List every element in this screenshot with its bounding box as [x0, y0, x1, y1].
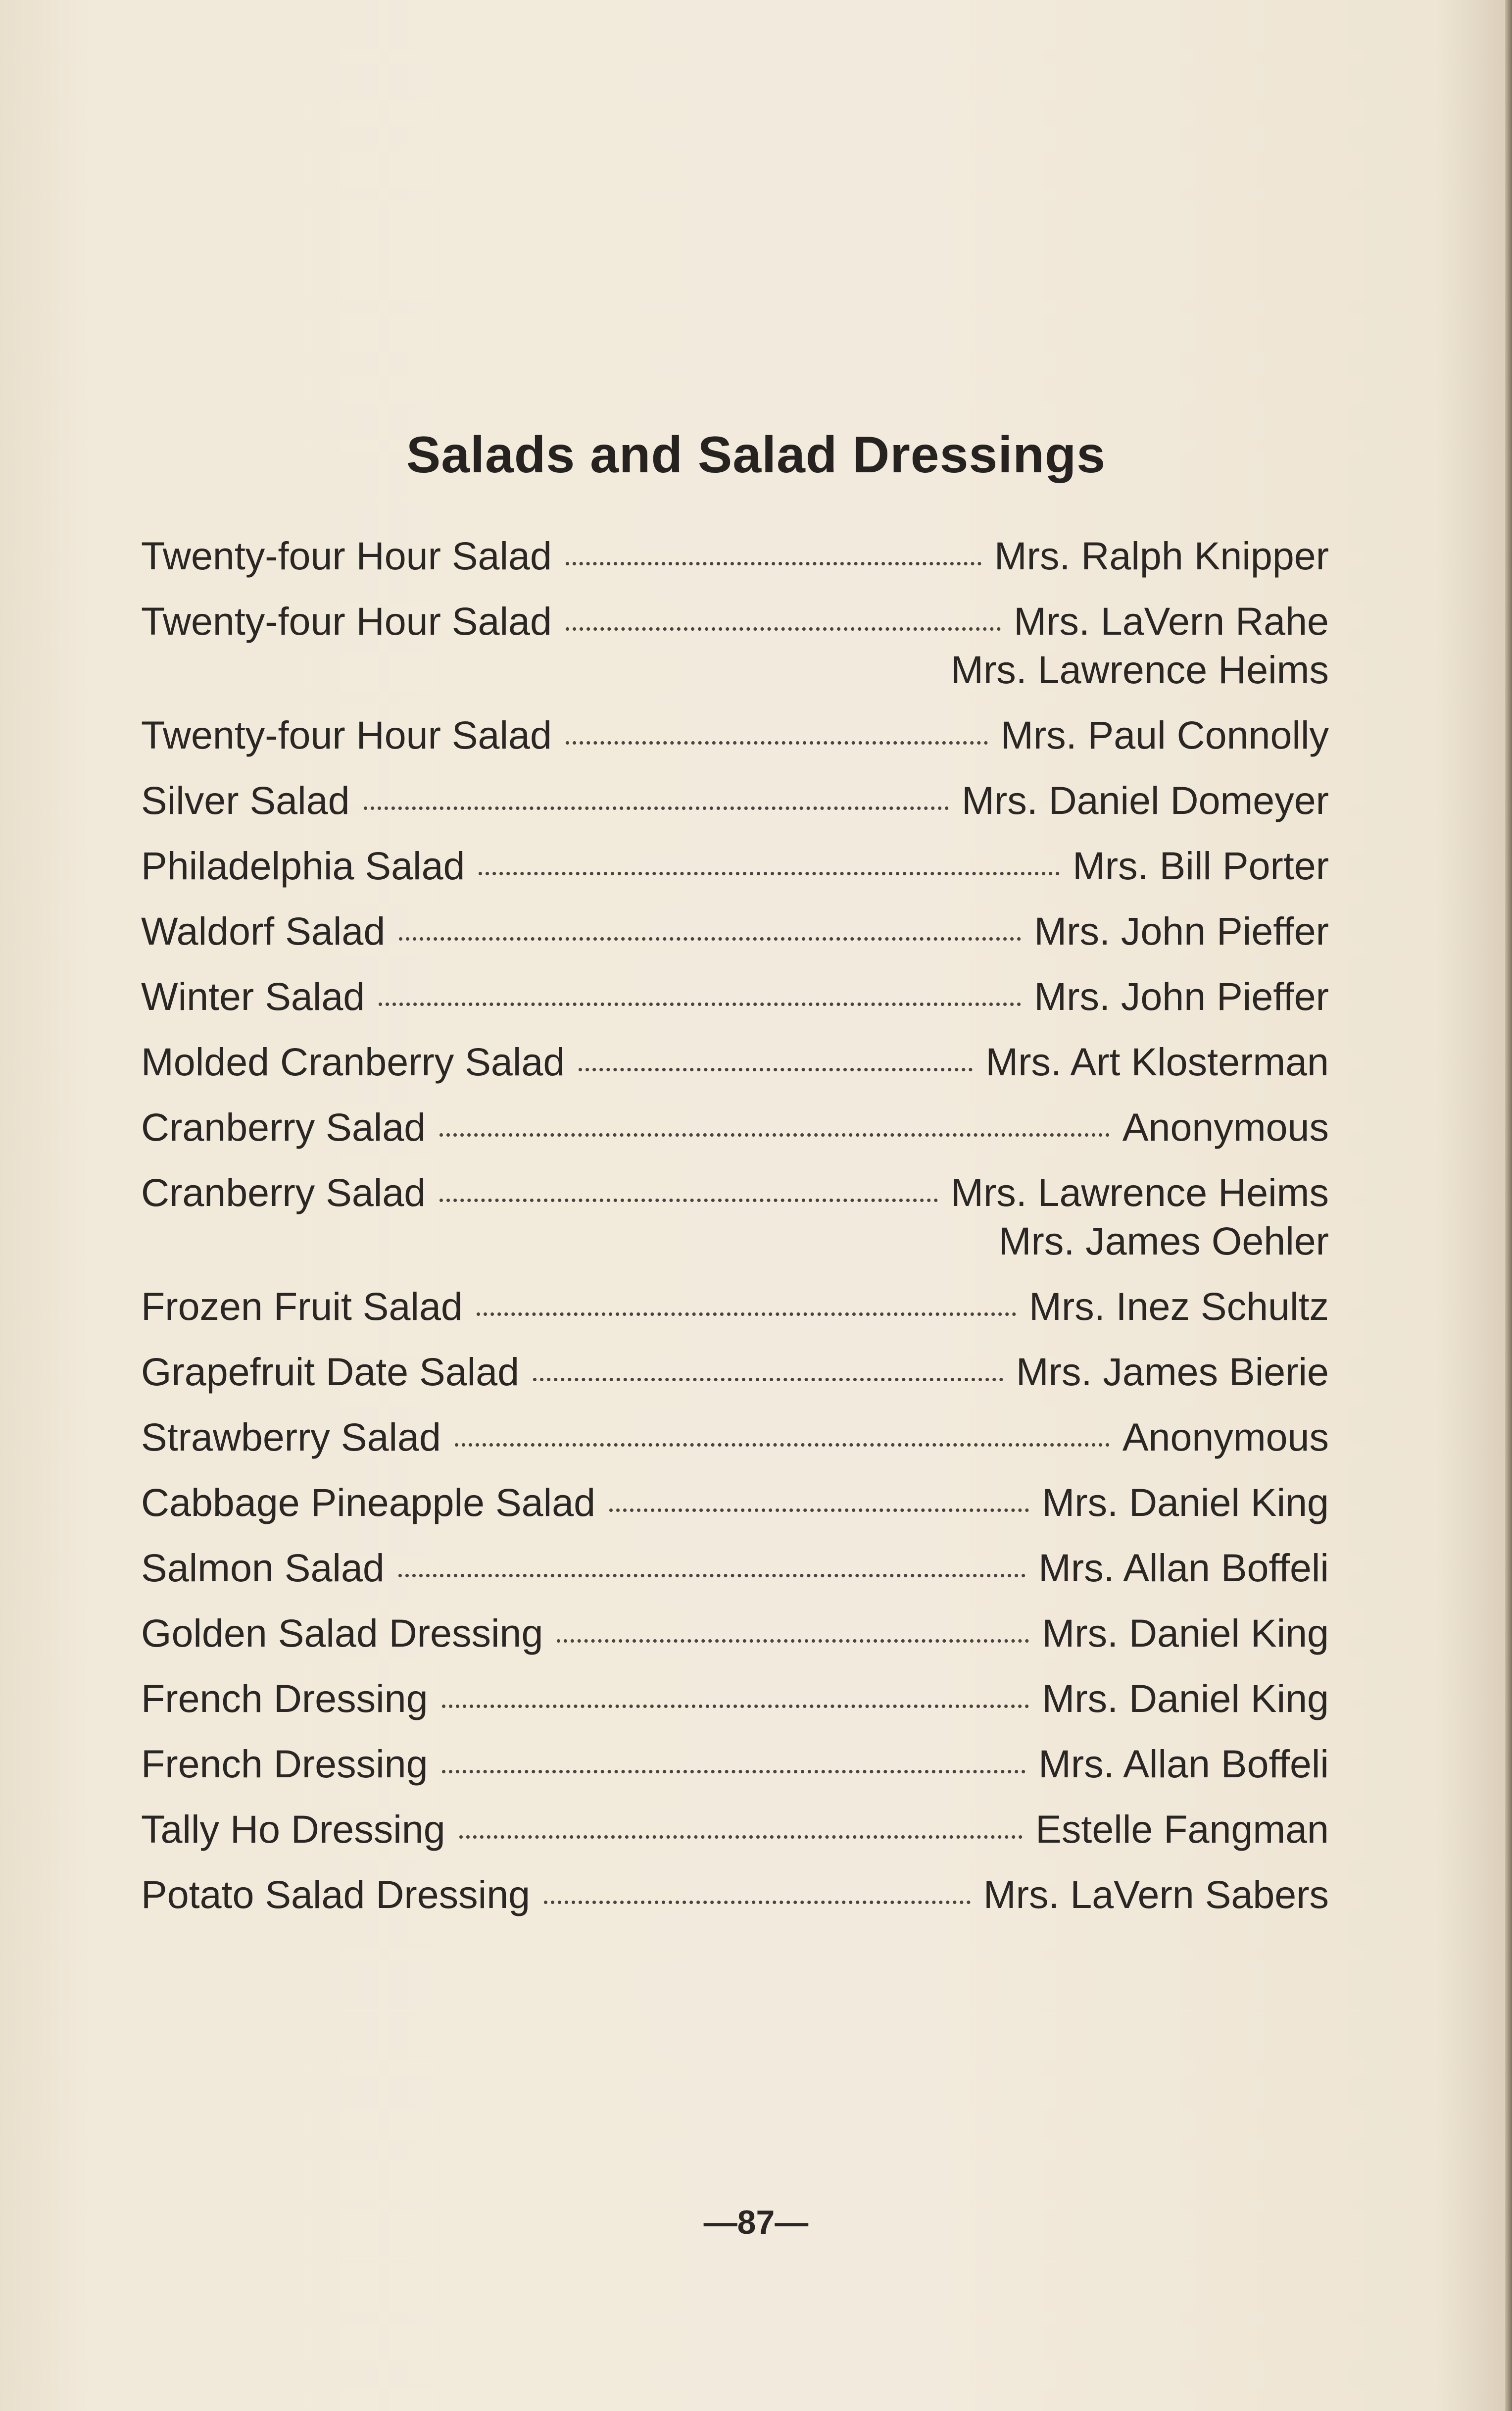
dot-leader	[439, 1199, 938, 1202]
dish-name: French Dressing	[141, 1742, 428, 1786]
contributor-name: Mrs. Paul Connolly	[1001, 713, 1329, 757]
index-entry	[141, 1038, 1329, 1086]
contributor-name: Mrs. Bill Porter	[1073, 844, 1329, 888]
recipe-index	[141, 532, 1329, 1936]
dish-name: Cranberry Salad	[141, 1105, 426, 1149]
dot-leader	[566, 627, 1001, 631]
dot-leader	[398, 1574, 1025, 1577]
index-entry	[141, 1413, 1329, 1461]
index-entry	[141, 1544, 1329, 1592]
dish-name: Grapefruit Date Salad	[141, 1350, 520, 1394]
index-entry	[141, 598, 1329, 694]
dot-leader	[579, 1068, 973, 1071]
index-entry	[141, 1479, 1329, 1526]
contributor-name: Mrs. Art Klosterman	[985, 1040, 1329, 1084]
page-number: —87—	[703, 2204, 809, 2241]
dot-leader	[442, 1705, 1029, 1708]
page-edge	[1505, 0, 1512, 2411]
dish-name: Cabbage Pineapple Salad	[141, 1480, 596, 1524]
index-entry	[141, 1609, 1329, 1657]
dot-leader	[566, 741, 988, 745]
dot-leader	[477, 1312, 1016, 1316]
index-entry	[141, 973, 1329, 1020]
contributor-name: Mrs. James Bierie	[1016, 1350, 1329, 1394]
dish-name: French Dressing	[141, 1676, 428, 1720]
dish-name: Winter Salad	[141, 974, 365, 1018]
dot-leader	[609, 1508, 1029, 1512]
dish-name: Molded Cranberry Salad	[141, 1040, 565, 1084]
dish-name: Salmon Salad	[141, 1546, 385, 1590]
dish-name: Twenty-four Hour Salad	[141, 534, 552, 578]
dot-leader	[442, 1770, 1026, 1773]
dish-name: Tally Ho Dressing	[141, 1807, 445, 1851]
contributor-name: Anonymous	[1122, 1415, 1329, 1459]
index-entry	[141, 1806, 1329, 1853]
contributor-name: Mrs. Lawrence Heims	[951, 1170, 1329, 1214]
contributor-name: Mrs. Allan Boffeli	[1038, 1546, 1329, 1590]
dish-name: Silver Salad	[141, 778, 350, 822]
contributor-name: Mrs. LaVern Rahe	[1014, 599, 1329, 643]
second-contributor-name: Mrs. Lawrence Heims	[951, 648, 1329, 692]
index-entry	[141, 777, 1329, 824]
dish-name: Frozen Fruit Salad	[141, 1284, 463, 1328]
index-entry	[141, 1348, 1329, 1396]
dish-name: Twenty-four Hour Salad	[141, 713, 552, 757]
dish-name: Cranberry Salad	[141, 1170, 426, 1214]
dot-leader	[364, 806, 949, 810]
dish-name: Philadelphia Salad	[141, 844, 465, 888]
dish-name: Golden Salad Dressing	[141, 1611, 543, 1655]
contributor-name: Mrs. Daniel King	[1042, 1676, 1329, 1720]
dot-leader	[459, 1835, 1023, 1839]
contributor-name: Mrs. Daniel King	[1042, 1611, 1329, 1655]
dot-leader	[533, 1378, 1003, 1381]
dish-name: Twenty-four Hour Salad	[141, 599, 552, 643]
dot-leader	[566, 562, 981, 565]
dot-leader	[544, 1901, 971, 1904]
contributor-name: Mrs. Daniel King	[1042, 1480, 1329, 1524]
index-entry	[141, 532, 1329, 580]
dish-name: Strawberry Salad	[141, 1415, 441, 1459]
index-entry	[141, 842, 1329, 890]
contributor-name: Mrs. LaVern Sabers	[983, 1872, 1329, 1916]
page-title: Salads and Salad Dressings	[406, 426, 1106, 484]
dot-leader	[479, 872, 1060, 875]
contributor-name: Estelle Fangman	[1035, 1807, 1329, 1851]
index-entry	[141, 711, 1329, 759]
dot-leader	[399, 937, 1021, 941]
index-entry	[141, 1104, 1329, 1151]
index-entry	[141, 1283, 1329, 1330]
dish-name: Waldorf Salad	[141, 909, 386, 953]
contributor-name: Anonymous	[1122, 1105, 1329, 1149]
second-contributor-name: Mrs. James Oehler	[998, 1219, 1329, 1263]
dot-leader	[439, 1133, 1110, 1137]
contributor-name: Mrs. Allan Boffeli	[1038, 1742, 1329, 1786]
contributor-name: Mrs. Daniel Domeyer	[962, 778, 1329, 822]
index-entry	[141, 1675, 1329, 1722]
index-entry	[141, 1169, 1329, 1265]
dish-name: Potato Salad Dressing	[141, 1872, 531, 1916]
contributor-name: Mrs. Ralph Knipper	[994, 534, 1329, 578]
dot-leader	[379, 1003, 1021, 1006]
index-entry	[141, 1740, 1329, 1788]
index-entry	[141, 907, 1329, 955]
dot-leader	[455, 1443, 1110, 1447]
contributor-name: Mrs. John Pieffer	[1034, 909, 1329, 953]
index-entry	[141, 1871, 1329, 1918]
contributor-name: Mrs. John Pieffer	[1034, 974, 1329, 1018]
contributor-name: Mrs. Inez Schultz	[1029, 1284, 1329, 1328]
dot-leader	[557, 1639, 1029, 1643]
